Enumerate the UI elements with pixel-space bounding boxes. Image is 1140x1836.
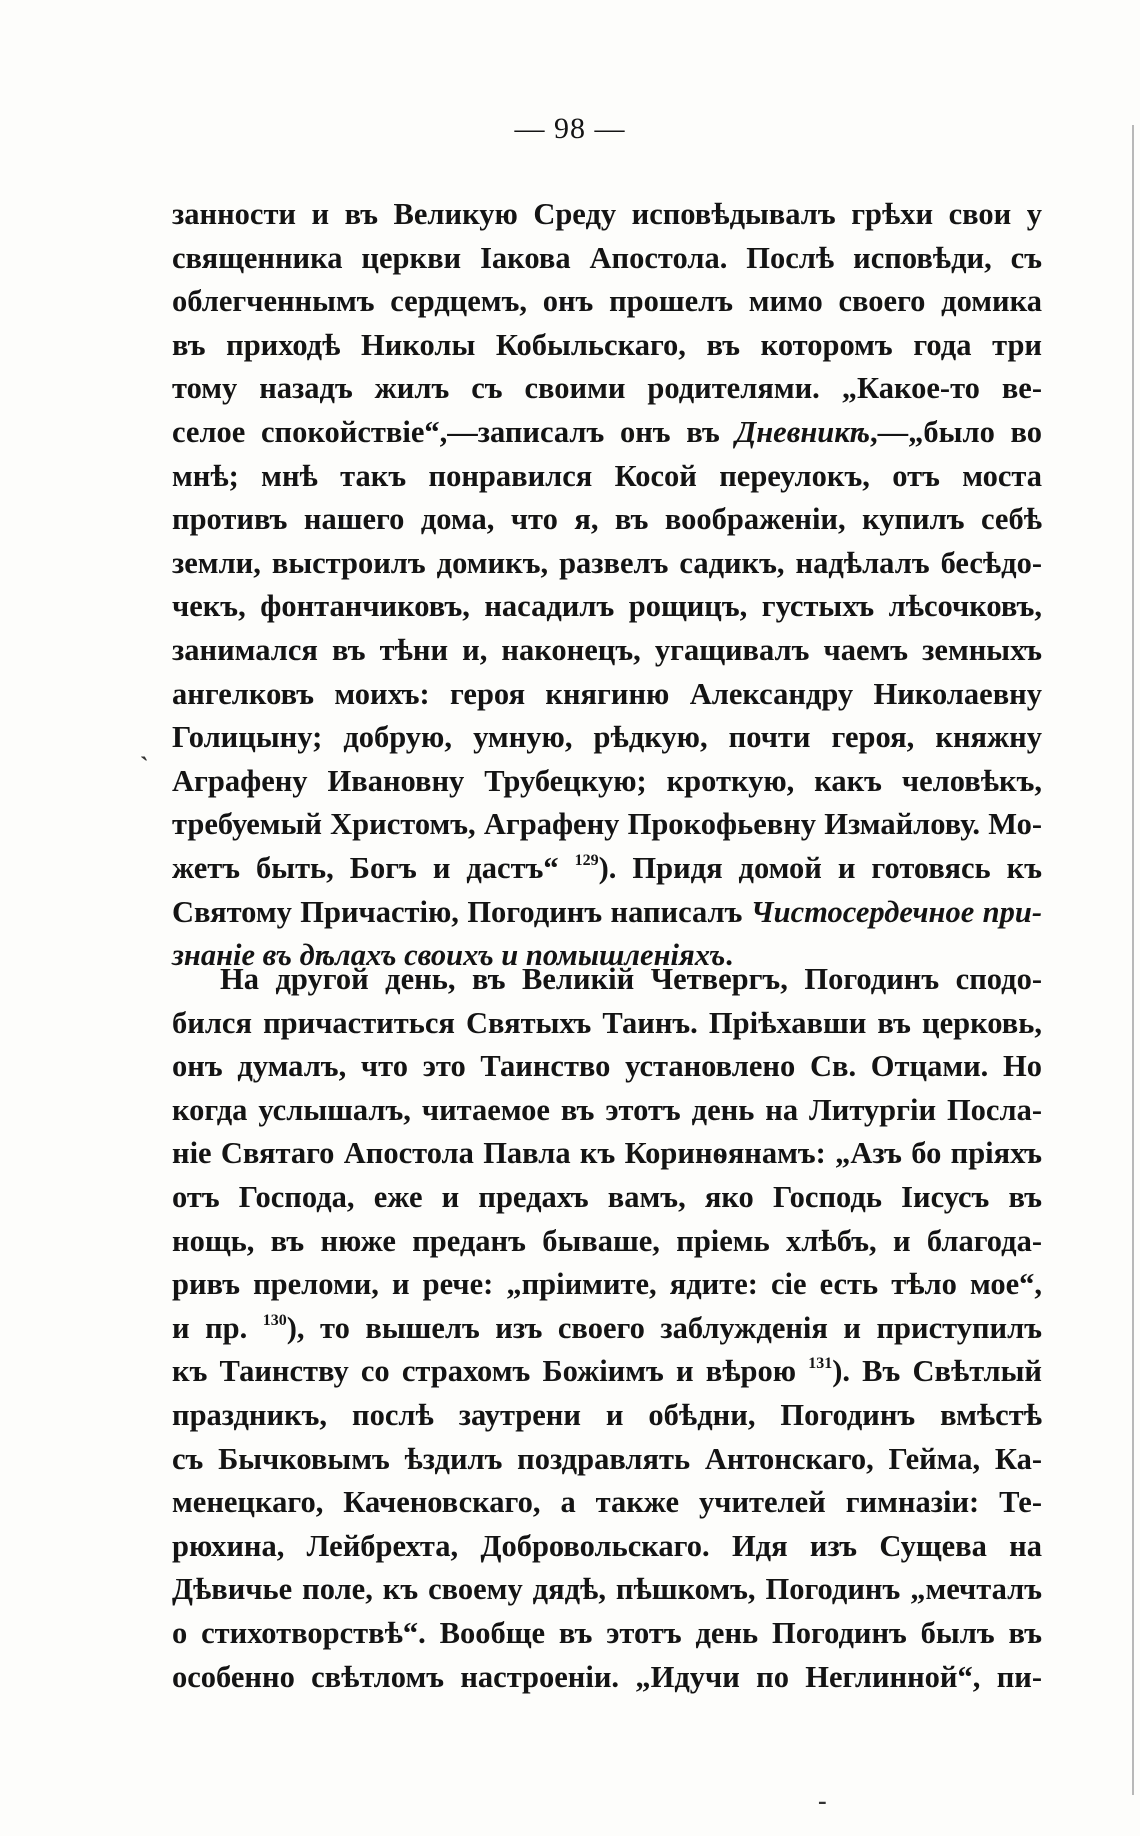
text-line: бился причаститься Святыхъ Таинъ. Пріѣхавши въ церковь,	[172, 1005, 1042, 1040]
text-line: ривъ преломи, и рече: „пріимите, ядите: сіе есть тѣло мое“,	[172, 1267, 1042, 1302]
text-segment: ). Въ Свѣтлый	[832, 1354, 1042, 1389]
text-line: земли, выстроилъ домикъ, развелъ садикъ, надѣлалъ бесѣдо-	[172, 545, 1042, 580]
text-line: требуемый Христомъ, Аграфену Прокофьевну Измайлову. Мо-	[172, 807, 1042, 842]
text-segment: ), то вышелъ изъ своего заблужденія и приступилъ	[286, 1310, 1042, 1345]
text-line: Дѣвичье поле, къ своему дядѣ, пѣшкомъ, Погодинъ „мечталъ	[172, 1572, 1042, 1607]
paragraph-1	[172, 193, 1042, 978]
text-segment: селое спокойствіе“,—записалъ онъ въ	[172, 414, 736, 449]
text-segment: ,—„было во	[870, 414, 1043, 449]
work-title-cont: знаніе въ дѣлахъ своихъ и помышленіяхъ	[172, 938, 726, 973]
text-line: особенно свѣтломъ настроеніи. „Идучи по Неглинной“, пи-	[172, 1659, 1042, 1694]
text-line: нощь, въ нюже преданъ бываше, пріемь хлѣбъ, и благода-	[172, 1223, 1042, 1258]
text-line	[172, 847, 1042, 891]
text-segment: жетъ быть, Богъ и дастъ“	[172, 850, 575, 885]
text-line: На другой день, въ Великій Четвергъ, Погодинъ сподо-	[220, 962, 1042, 996]
text-segment: къ Таинству со страхомъ Божіимъ и вѣрою	[172, 1354, 809, 1389]
text-segment: .	[725, 938, 733, 973]
text-line: священника церкви Іакова Апостола. Послѣ исповѣди, съ	[172, 240, 1042, 275]
text-line: онъ думалъ, что это Таинство установлено Св. Отцами. Но	[172, 1049, 1042, 1084]
text-line: чекъ, фонтанчиковъ, насадилъ рощицъ, густыхъ лѣсочковъ,	[172, 589, 1042, 624]
text-line: мнѣ; мнѣ такъ понравился Косой переулокъ, отъ моста	[172, 458, 1042, 493]
text-segment: Святому Причастію, Погодинъ написалъ	[172, 894, 751, 929]
page-edge-shadow	[1132, 125, 1134, 1795]
text-line: занности и въ Великую Среду исповѣдывалъ грѣхи свои у	[172, 197, 1042, 231]
margin-dash-mark: -	[818, 1786, 827, 1815]
text-line: праздникъ, послѣ заутрени и обѣдни, Погодинъ вмѣстѣ	[172, 1397, 1042, 1432]
work-title: Чистосердечное при-	[750, 894, 1042, 929]
text-line: отъ Господа, еже и предахъ вамъ, яко Господь Іисусъ въ	[172, 1179, 1042, 1214]
text-line	[172, 411, 1042, 455]
text-line: занимался въ тѣни и, наконецъ, угащивалъ чаемъ земныхъ	[172, 632, 1042, 667]
text-line	[172, 891, 1042, 935]
footnote-ref: 129	[574, 851, 599, 869]
text-line: Голицыну; добрую, умную, рѣдкую, почти героя, княжну	[172, 720, 1042, 755]
text-line: рюхина, Лейбрехта, Добровольскаго. Идя изъ Сущева на	[172, 1528, 1042, 1563]
text-line: о стихотворствѣ“. Вообще въ этотъ день Погодинъ былъ въ	[172, 1615, 1042, 1650]
text-line: противъ нашего дома, что я, въ воображеніи, купилъ себѣ	[172, 502, 1042, 537]
text-line: съ Бычковымъ ѣздилъ поздравлять Антонскаго, Гейма, Ка-	[172, 1441, 1042, 1476]
text-line: менецкаго, Каченовскаго, а также учителей гимназіи: Те-	[172, 1485, 1042, 1520]
text-line: Аграфену Ивановну Трубецкую; кроткую, какъ человѣкъ,	[172, 763, 1042, 798]
page-number: — 98 —	[514, 112, 626, 145]
text-line: облегченнымъ сердцемъ, онъ прошелъ мимо своего домика	[172, 284, 1042, 319]
text-segment: и пр.	[172, 1310, 263, 1345]
paragraph-2	[172, 958, 1042, 1699]
text-segment: ). Придя домой и готовясь къ	[598, 850, 1042, 885]
text-line: ніе Святаго Апостола Павла къ Коринѳянамъ: „Азъ бо пріяхъ	[172, 1136, 1042, 1171]
footnote-ref: 131	[808, 1355, 833, 1373]
margin-tick-mark: ˋ	[140, 752, 149, 781]
text-line	[172, 1350, 1042, 1394]
diary-title: Дневникѣ	[735, 414, 871, 449]
text-line: тому назадъ жилъ съ своими родителями. „Какое-то ве-	[172, 371, 1042, 406]
text-line	[172, 1307, 1042, 1351]
text-line: ангелковъ моихъ: героя княгиню Александру Николаевну	[172, 676, 1042, 711]
text-line: когда услышалъ, читаемое въ этотъ день на Литургіи Посла-	[172, 1092, 1042, 1127]
text-line: въ приходѣ Николы Кобыльскаго, въ которомъ года три	[172, 327, 1042, 362]
footnote-ref: 130	[262, 1311, 287, 1329]
